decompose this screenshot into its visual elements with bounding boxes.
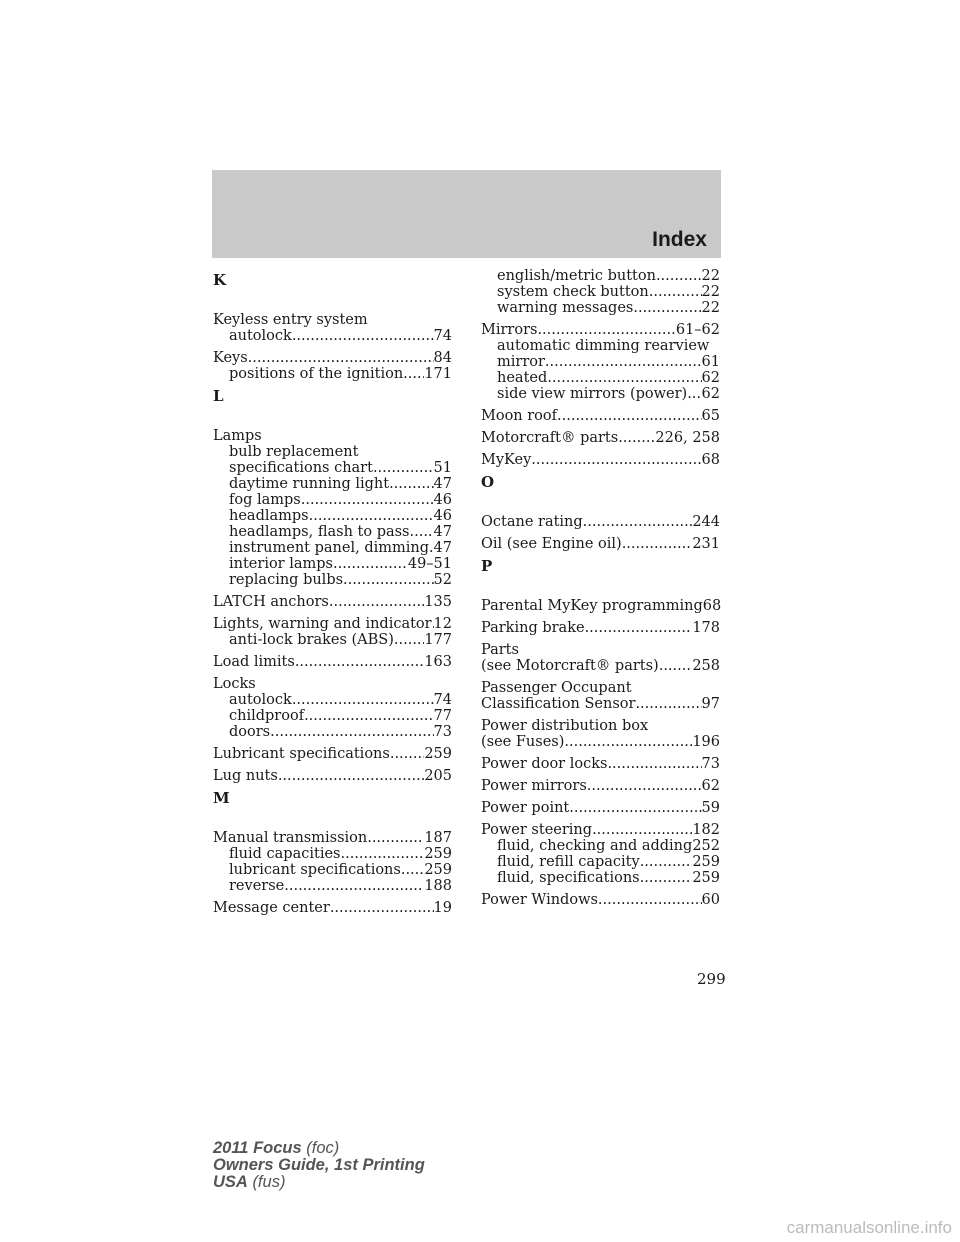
index-term-text: headlamps, flash to pass — [229, 524, 410, 540]
dot-leader — [640, 870, 693, 886]
index-term-text: specifications chart — [229, 460, 373, 476]
index-page-ref: 135 — [424, 594, 452, 610]
index-term — [213, 676, 452, 692]
index-term-text: daytime running light — [229, 476, 390, 492]
index-page-ref: 46 — [433, 508, 452, 524]
index-subentry — [481, 300, 720, 316]
dot-leader — [659, 658, 693, 674]
index-subentry — [213, 366, 452, 382]
index-term-text: warning messages — [497, 300, 634, 316]
index-subentry — [213, 632, 452, 648]
index-term — [481, 892, 720, 908]
index-term-text: replacing bulbs — [229, 572, 344, 588]
index-subentry — [213, 524, 452, 540]
index-term-text: Lights, warning and indicator — [213, 616, 432, 632]
dot-leader — [598, 892, 702, 908]
dot-leader — [622, 536, 693, 552]
index-term-text: Power steering — [481, 822, 593, 838]
footer-market-code: (fus) — [252, 1173, 286, 1191]
index-entry — [481, 822, 720, 886]
index-page-ref: 46 — [433, 492, 452, 508]
index-page-ref: 62 — [701, 778, 720, 794]
index-page-ref: 51 — [433, 460, 452, 476]
dot-leader — [278, 768, 425, 784]
index-term — [213, 900, 452, 916]
index-page-ref: 259 — [692, 870, 720, 886]
index-page-ref: 62 — [701, 370, 720, 386]
index-term-text: instrument panel, dimming — [229, 540, 429, 556]
index-term — [481, 408, 720, 424]
dot-leader — [587, 778, 702, 794]
index-page-ref: 68 — [702, 598, 722, 614]
index-term — [481, 680, 720, 696]
index-term-text: Manual transmission — [213, 830, 368, 846]
index-page-ref: 205 — [424, 768, 452, 784]
index-entry — [213, 428, 452, 588]
index-entry — [213, 654, 452, 670]
index-term-text: childproof — [229, 708, 305, 724]
dot-leader — [583, 514, 693, 530]
index-page-ref: 259 — [692, 854, 720, 870]
index-term-text: Parking brake — [481, 620, 585, 636]
index-term-text: side view mirrors (power) — [497, 386, 688, 402]
dot-leader — [329, 594, 424, 610]
index-term-text: Mirrors — [481, 322, 538, 338]
index-subentry — [213, 846, 452, 862]
dot-leader — [403, 366, 424, 382]
index-entry — [481, 642, 720, 674]
index-page-ref: 47 — [433, 540, 452, 556]
index-term-text: fluid, checking and adding — [497, 838, 693, 854]
footer-model-code: (foc) — [306, 1139, 340, 1157]
index-page-ref: 65 — [701, 408, 720, 424]
index-subentry — [213, 444, 452, 460]
index-subentry — [481, 386, 720, 402]
dot-leader — [284, 878, 424, 894]
index-subentry — [213, 878, 452, 894]
index-entry — [481, 408, 720, 424]
index-term — [213, 312, 452, 328]
index-entry — [481, 620, 720, 636]
index-page-ref: 62 — [701, 386, 720, 402]
index-subentry — [213, 862, 452, 878]
footer-guide: Owners Guide, 1st Printing — [213, 1156, 425, 1174]
index-term-text: Oil (see Engine oil) — [481, 536, 622, 552]
index-subentry — [213, 492, 452, 508]
index-page-ref: 73 — [433, 724, 452, 740]
index-term-text: Motorcraft® parts — [481, 430, 619, 446]
index-term-text: Moon roof — [481, 408, 558, 424]
index-entry — [481, 430, 720, 446]
index-term-text: Classification Sensor — [481, 696, 636, 712]
index-page-ref: 177 — [424, 632, 452, 648]
index-page-ref: 244 — [692, 514, 720, 530]
index-page-ref: 47 — [433, 524, 452, 540]
dot-leader — [389, 476, 433, 492]
index-page-ref: 77 — [433, 708, 452, 724]
index-entry — [213, 830, 452, 894]
dot-leader — [304, 708, 433, 724]
index-page-ref: 182 — [692, 822, 720, 838]
footer-market: USA — [213, 1173, 248, 1191]
index-page-ref: 49–51 — [407, 556, 452, 572]
index-entry — [481, 536, 720, 552]
index-term-text: MyKey — [481, 452, 532, 468]
index-term-text: fog lamps — [229, 492, 301, 508]
index-term — [481, 536, 720, 552]
index-term-text: doors — [229, 724, 271, 740]
index-page-ref: 61–62 — [675, 322, 720, 338]
index-entry — [213, 616, 452, 648]
index-entry — [481, 892, 720, 908]
index-page-ref: 259 — [424, 862, 452, 878]
index-term — [213, 428, 452, 444]
index-entry — [213, 594, 452, 610]
index-term-text: Locks — [213, 676, 256, 692]
dot-leader — [564, 734, 692, 750]
index-entry — [481, 598, 720, 614]
index-term-text: Parental MyKey programming — [481, 598, 703, 614]
index-term-text: heated — [497, 370, 548, 386]
index-term-text: fluid, refill capacity — [497, 854, 640, 870]
index-entry — [481, 800, 720, 816]
index-term-text: autolock — [229, 692, 292, 708]
index-page-ref: 259 — [424, 746, 452, 762]
index-term — [481, 734, 720, 750]
index-entry — [481, 452, 720, 468]
index-term-text: bulb replacement — [229, 444, 359, 460]
index-letter-heading: O — [481, 473, 495, 491]
index-page-ref: 74 — [433, 328, 452, 344]
dot-leader — [649, 284, 702, 300]
index-subentry — [481, 284, 720, 300]
index-term — [213, 616, 452, 632]
index-term — [481, 430, 720, 446]
dot-leader — [309, 508, 434, 524]
index-page-ref: 84 — [433, 350, 452, 366]
dot-leader — [330, 900, 434, 916]
index-term-text: Load limits — [213, 654, 295, 670]
dot-leader — [394, 632, 424, 648]
index-subentry — [481, 370, 720, 386]
footer-model: 2011 Focus — [213, 1139, 302, 1157]
dot-leader — [343, 572, 434, 588]
index-term-text: fluid, specifications — [497, 870, 640, 886]
index-subentry — [213, 328, 452, 344]
index-term — [213, 768, 452, 784]
index-subentry — [481, 838, 720, 854]
index-page-ref: 12 — [433, 616, 452, 632]
dot-leader — [635, 696, 701, 712]
index-subentry — [213, 508, 452, 524]
dot-leader — [292, 692, 434, 708]
dot-leader — [410, 524, 434, 540]
index-term-text: Lug nuts — [213, 768, 278, 784]
index-subentry — [213, 476, 452, 492]
index-subentry — [481, 354, 720, 370]
index-term — [481, 598, 720, 614]
index-subentry — [481, 870, 720, 886]
index-term-text: LATCH anchors — [213, 594, 329, 610]
index-term — [213, 350, 452, 366]
index-entry — [213, 746, 452, 762]
watermark: carmanualsonline.info — [786, 1218, 952, 1237]
index-term — [213, 746, 452, 762]
index-page-ref: 97 — [701, 696, 720, 712]
dot-leader — [633, 300, 701, 316]
dot-leader — [585, 620, 693, 636]
index-subentry — [213, 460, 452, 476]
index-term — [481, 322, 720, 338]
index-subentry — [481, 338, 720, 354]
index-term-text: Lamps — [213, 428, 262, 444]
index-page-ref: 187 — [424, 830, 452, 846]
index-page-ref: 163 — [424, 654, 452, 670]
index-term-text: lubricant specifications — [229, 862, 401, 878]
index-term-text: english/metric button — [497, 268, 656, 284]
index-column-left — [213, 268, 452, 922]
index-entry — [481, 268, 720, 316]
index-subentry — [213, 556, 452, 572]
index-term-text: Octane rating — [481, 514, 583, 530]
header-band — [212, 170, 721, 258]
dot-leader — [248, 350, 434, 366]
index-term — [481, 514, 720, 530]
page-number: 299 — [697, 970, 726, 988]
dot-leader — [401, 862, 424, 878]
index-page-ref: 52 — [433, 572, 452, 588]
index-term-text: automatic dimming rearview — [497, 338, 710, 354]
index-subentry — [481, 854, 720, 870]
index-entry — [481, 756, 720, 772]
index-entry — [213, 312, 452, 344]
dot-leader — [270, 724, 433, 740]
index-entry — [481, 680, 720, 712]
index-term-text: positions of the ignition — [229, 366, 404, 382]
page-title: Index — [652, 228, 707, 251]
index-page-ref: 68 — [701, 452, 720, 468]
dot-leader — [547, 370, 701, 386]
index-entry — [213, 350, 452, 382]
index-term-text: Power distribution box — [481, 718, 649, 734]
index-page-ref: 258 — [692, 658, 720, 674]
index-term-text: Keyless entry system — [213, 312, 368, 328]
index-term — [481, 822, 720, 838]
index-term-text: Parts — [481, 642, 519, 658]
dot-leader — [557, 408, 702, 424]
index-term — [481, 658, 720, 674]
dot-leader — [292, 328, 434, 344]
index-term — [481, 718, 720, 734]
dot-leader — [295, 654, 424, 670]
index-term-text: Power mirrors — [481, 778, 587, 794]
index-page-ref: 59 — [701, 800, 720, 816]
index-subentry — [213, 572, 452, 588]
index-page-ref: 196 — [692, 734, 720, 750]
index-subentry — [213, 708, 452, 724]
index-subentry — [213, 724, 452, 740]
index-page-ref: 73 — [701, 756, 720, 772]
dot-leader — [301, 492, 434, 508]
index-page-ref: 74 — [433, 692, 452, 708]
dot-leader — [340, 846, 424, 862]
dot-leader — [373, 460, 434, 476]
index-entry — [481, 514, 720, 530]
index-term — [481, 778, 720, 794]
index-letter-heading: K — [213, 271, 227, 289]
index-entry — [481, 718, 720, 750]
dot-leader — [687, 386, 701, 402]
index-page-ref: 178 — [692, 620, 720, 636]
index-page-ref: 252 — [692, 838, 720, 854]
index-page-ref: 22 — [701, 300, 720, 316]
index-entry — [213, 768, 452, 784]
index-term-text: anti-lock brakes (ABS) — [229, 632, 394, 648]
index-letter-heading: L — [213, 387, 224, 405]
index-column-right — [481, 268, 720, 914]
index-page-ref: 259 — [424, 846, 452, 862]
index-term-text: fluid capacities — [229, 846, 341, 862]
index-term-text: (see Fuses) — [481, 734, 565, 750]
index-subentry — [213, 692, 452, 708]
index-term — [481, 620, 720, 636]
index-page-ref: 22 — [701, 284, 720, 300]
index-page-ref: 47 — [433, 476, 452, 492]
index-page-ref: 60 — [701, 892, 720, 908]
index-term-text: interior lamps — [229, 556, 333, 572]
index-page-ref: 171 — [424, 366, 452, 382]
dot-leader — [618, 430, 655, 446]
index-page-ref: 61 — [701, 354, 720, 370]
dot-leader — [367, 830, 424, 846]
dot-leader — [607, 756, 701, 772]
index-term — [481, 756, 720, 772]
index-subentry — [213, 540, 452, 556]
footer — [213, 1140, 425, 1191]
index-term-text: Power point — [481, 800, 570, 816]
index-entry — [481, 778, 720, 794]
dot-leader — [537, 322, 675, 338]
index-letter-heading: M — [213, 789, 230, 807]
index-entry — [481, 322, 720, 402]
index-letter-heading: P — [481, 557, 493, 575]
index-term-text: autolock — [229, 328, 292, 344]
dot-leader — [656, 268, 702, 284]
index-page-ref: 19 — [433, 900, 452, 916]
index-page-ref: 22 — [701, 268, 720, 284]
index-page-ref: 188 — [424, 878, 452, 894]
index-term-text: Passenger Occupant — [481, 680, 632, 696]
index-term-text: system check button — [497, 284, 649, 300]
index-entry — [213, 900, 452, 916]
dot-leader — [640, 854, 693, 870]
index-page-ref: 231 — [692, 536, 720, 552]
dot-leader — [390, 746, 424, 762]
index-page-ref: 226, 258 — [655, 430, 720, 446]
index-term-text: (see Motorcraft® parts) — [481, 658, 659, 674]
dot-leader — [569, 800, 701, 816]
dot-leader — [592, 822, 692, 838]
index-term — [213, 830, 452, 846]
index-term-text: mirror — [497, 354, 545, 370]
index-term-text: Keys — [213, 350, 248, 366]
index-term-text: Power door locks — [481, 756, 608, 772]
index-term — [481, 696, 720, 712]
dot-leader — [545, 354, 702, 370]
index-term-text: headlamps — [229, 508, 309, 524]
index-subentry — [481, 268, 720, 284]
index-term — [213, 654, 452, 670]
index-term — [213, 594, 452, 610]
index-term-text: Power Windows — [481, 892, 598, 908]
index-term-text: Lubricant specifications — [213, 746, 390, 762]
index-term — [481, 800, 720, 816]
index-term-text: reverse — [229, 878, 285, 894]
index-term — [481, 452, 720, 468]
dot-leader — [333, 556, 408, 572]
index-entry — [213, 676, 452, 740]
index-term-text: Message center — [213, 900, 330, 916]
dot-leader — [531, 452, 701, 468]
index-term — [481, 642, 720, 658]
